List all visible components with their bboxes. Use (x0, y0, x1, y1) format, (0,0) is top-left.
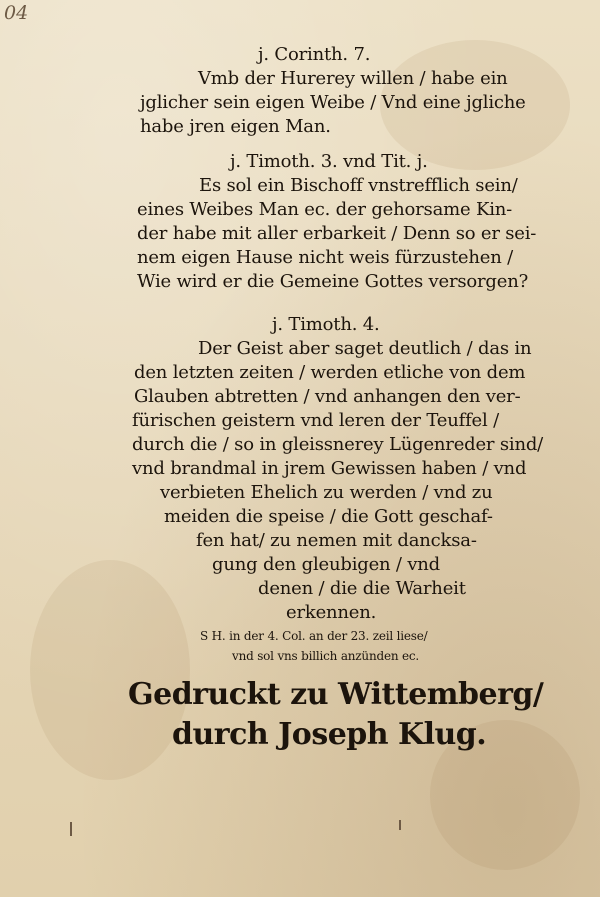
text-line: fürischen geistern vnd leren der Teuffel / (132, 410, 499, 431)
text-line: durch die / so in gleissnerey Lügenreder sind/ (132, 434, 544, 455)
ink-mark (399, 820, 401, 830)
printer-imprint (128, 675, 548, 755)
text-line: fen hat/ zu nemen mit dancksa- (196, 530, 477, 551)
section-reference: j. Timoth. 4. (272, 314, 380, 335)
text-line: nem eigen Hause nicht weis fürzustehen / (137, 247, 514, 268)
imprint-line: Gedruckt zu Wittemberg/ (128, 677, 544, 712)
text-line: den letzten zeiten / werden etliche von dem (134, 362, 526, 383)
text-line: Der Geist aber saget deutlich / das in (198, 338, 532, 359)
imprint-line: durch Joseph Klug. (172, 717, 487, 752)
section-reference: j. Corinth. 7. (258, 44, 371, 65)
text-line: verbieten Ehelich zu werden / vnd zu (160, 482, 493, 503)
text-line: Wie wird er die Gemeine Gottes versorgen? (137, 271, 529, 292)
text-line: denen / die die Warheit (258, 578, 466, 599)
note-line: vnd sol vns billich anzünden ec. (232, 649, 420, 663)
section-reference: j. Timoth. 3. vnd Tit. j. (230, 151, 428, 172)
text-line: vnd brandmal in jrem Gewissen haben / vnd (132, 458, 527, 479)
text-line: gung den gleubigen / vnd (212, 554, 441, 575)
section-timothy-titus (137, 150, 582, 294)
text-line: der habe mit aller erbarkeit / Denn so er sei- (137, 223, 537, 244)
section-corinthians (140, 43, 580, 139)
text-line: eines Weibes Man ec. der gehorsame Kin- (137, 199, 513, 220)
text-line: meiden die speise / die Gott geschaf- (164, 506, 493, 527)
text-line: jglicher sein eigen Weibe / Vnd eine jgliche (140, 92, 526, 113)
text-line: erkennen. (286, 602, 377, 623)
text-line: Glauben abtretten / vnd anhangen den ver- (134, 386, 521, 407)
note-line: S H. in der 4. Col. an der 23. zeil liese/ (200, 629, 428, 643)
text-line: habe jren eigen Man. (140, 116, 331, 137)
ink-mark (70, 822, 72, 836)
page-number: 04 (4, 2, 29, 24)
section-timothy-4 (132, 313, 582, 625)
text-line: Vmb der Hurerey willen / habe ein (198, 68, 508, 89)
text-line: Es sol ein Bischoff vnstrefflich sein/ (199, 175, 518, 196)
errata-note (200, 626, 500, 666)
